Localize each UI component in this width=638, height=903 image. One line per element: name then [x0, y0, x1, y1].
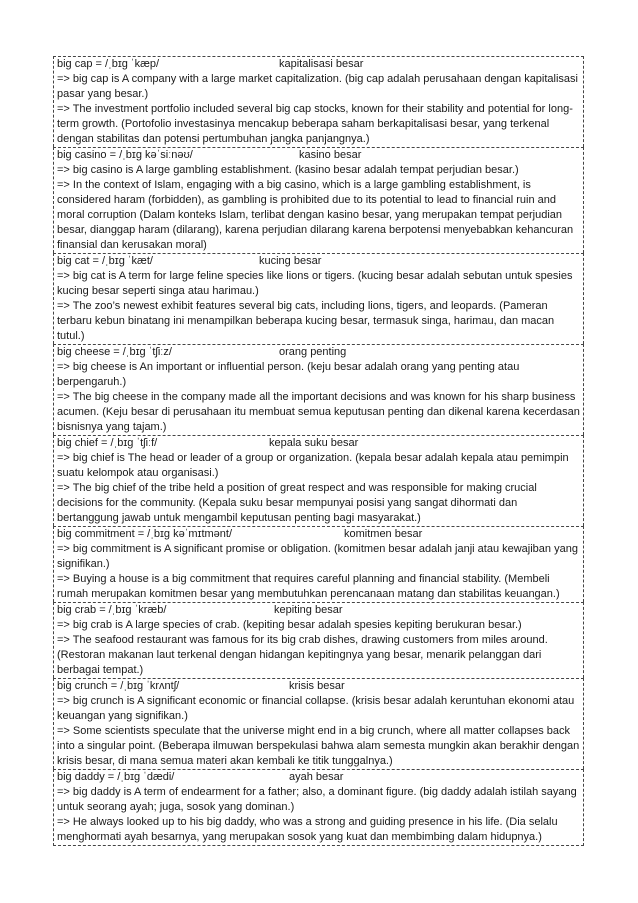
- entry-translation: kepiting besar: [274, 604, 343, 616]
- entry-example: => The big cheese in the company made all the important decisions and was known for his sharp business acumen. (Keju besar di perusahaan itu membuat semua keputusan penting dan dikenal karena kecerdasan bisnisnya yang tajam.): [57, 391, 580, 433]
- entry-example: => The big chief of the tribe held a position of great respect and was responsible for making crucial decisions for the community. (Kepala suku besar mempunyai posisi yang sangat dihormati dan bertanggung jawab untuk mengambil keputusan penting bagi masyarakat.): [57, 482, 537, 524]
- entry-header: [57, 57, 581, 72]
- entry-header: [57, 527, 581, 542]
- entry-translation: kepala suku besar: [269, 437, 359, 449]
- entry-header: [57, 679, 581, 694]
- entry-term: big casino = /ˌbɪɡ kəˈsiːnəʊ/: [57, 149, 193, 161]
- entry-translation: kasino besar: [299, 149, 362, 161]
- entry-example: => He always looked up to his big daddy, who was a strong and guiding presence in his life. (Dia selalu menghormati ayah besarnya, yang merupakan sosok yang kuat dan membimbing dalam hidupnya.): [57, 816, 558, 843]
- entry-big-daddy: [53, 769, 584, 846]
- entry-definition: => big cat is A term for large feline species like lions or tigers. (kucing besar adalah sebutan untuk spesies kucing besar seperti singa atau harimau.): [57, 270, 573, 297]
- entry-term: big daddy = /ˌbɪɡ ˈdædi/: [57, 771, 175, 783]
- entry-example: => In the context of Islam, engaging with a big casino, which is a large gambling establishment, is considered haram (forbidden), as gambling is prohibited due to its potential to lead to financial ruin and moral corruption (Dalam konteks Islam, terlibat dengan kasino besar, yang merupakan tempat perjudian besar, dianggap haram (dilarang), karena perjudian dilarang karena berpotensi menyebabkan kehancuran finansial dan kerusakan moral): [57, 179, 574, 251]
- entry-example: => Some scientists speculate that the universe might end in a big crunch, where all matter collapses back into a singular point. (Beberapa ilmuwan berspekulasi bahwa alam semesta mungkin akan berakhir dengan krisis besar, di mana semua materi akan kembali ke titik tunggalnya.): [57, 725, 580, 767]
- entry-term: big cheese = /ˌbɪɡ ˈtʃiːz/: [57, 346, 172, 358]
- entry-example: => The seafood restaurant was famous for its big crab dishes, drawing customers from miles around. (Restoran makanan laut terkenal dengan hidangan kepitingnya yang besar, menarik pelanggan dari berbagai tempat.): [57, 634, 548, 676]
- entry-header: [57, 254, 581, 269]
- entry-definition: => big cap is A company with a large market capitalization. (big cap adalah perusahaan dengan kapitalisasi pasar yang besar.): [57, 73, 578, 100]
- entry-translation: kucing besar: [259, 255, 322, 267]
- entry-example: => The zoo’s newest exhibit features several big cats, including lions, tigers, and leopards. (Pameran terbaru kebun binatang ini menampilkan beberapa kucing besar, termasuk singa, harimau, dan macan tutul.): [57, 300, 555, 342]
- entry-translation: kapitalisasi besar: [279, 58, 364, 70]
- entry-term: big crab = /ˌbɪɡ ˈkræb/: [57, 604, 167, 616]
- entry-example: => The investment portfolio included several big cap stocks, known for their stability and potential for long-term growth. (Portofolio investasinya mencakup beberapa saham berkapitalisasi besar, yang terkenal dengan stabilitas dan potensi pertumbuhan jangka panjangnya.): [57, 103, 573, 145]
- entry-big-chief: [53, 435, 584, 526]
- entry-term: big cap = /ˌbɪɡ ˈkæp/: [57, 58, 160, 70]
- entry-term: big crunch = /ˌbɪɡ ˈkrʌntʃ/: [57, 680, 180, 692]
- entry-big-cat: [53, 253, 584, 344]
- entry-header: [57, 345, 581, 360]
- entry-big-cap: [53, 56, 584, 147]
- entry-definition: => big cheese is An important or influential person. (keju besar adalah orang yang penting atau berpengaruh.): [57, 361, 520, 388]
- entry-big-commitment: [53, 526, 584, 602]
- entry-translation: komitmen besar: [344, 528, 423, 540]
- entry-translation: ayah besar: [289, 771, 344, 783]
- entry-big-cheese: [53, 344, 584, 435]
- entry-definition: => big commitment is A significant promise or obligation. (komitmen besar adalah janji atau kewajiban yang signifikan.): [57, 543, 578, 570]
- entry-big-crab: [53, 602, 584, 678]
- entry-definition: => big chief is The head or leader of a group or organization. (kepala besar adalah kepala atau pemimpin suatu kelompok atau organisasi.): [57, 452, 569, 479]
- entry-translation: krisis besar: [289, 680, 345, 692]
- entry-definition: => big daddy is A term of endearment for a father; also, a dominant figure. (big daddy adalah istilah sayang untuk seorang ayah; juga, sosok yang dominan.): [57, 786, 577, 813]
- entry-term: big chief = /ˌbɪɡ ˈtʃiːf/: [57, 437, 158, 449]
- entry-big-crunch: [53, 678, 584, 769]
- entry-definition: => big crunch is A significant economic or financial collapse. (krisis besar adalah keruntuhan ekonomi atau keuangan yang signifikan.): [57, 695, 575, 722]
- entry-header: [57, 603, 581, 618]
- entry-term: big cat = /ˌbɪɡ ˈkæt/: [57, 255, 153, 267]
- entry-translation: orang penting: [279, 346, 347, 358]
- entry-definition: => big casino is A large gambling establishment. (kasino besar adalah tempat perjudian besar.): [57, 164, 519, 176]
- entry-header: [57, 770, 581, 785]
- entry-term: big commitment = /ˌbɪɡ kəˈmɪtmənt/: [57, 528, 233, 540]
- entry-definition: => big crab is A large species of crab. (kepiting besar adalah spesies kepiting berukuran besar.): [57, 619, 522, 631]
- dictionary-page: [53, 56, 584, 846]
- entry-example: => Buying a house is a big commitment that requires careful planning and financial stability. (Membeli rumah merupakan komitmen besar yang membutuhkan perencanaan matang dan stabilitas keuangan.): [57, 573, 560, 600]
- entry-big-casino: [53, 147, 584, 253]
- entry-header: [57, 436, 581, 451]
- entry-header: [57, 148, 581, 163]
